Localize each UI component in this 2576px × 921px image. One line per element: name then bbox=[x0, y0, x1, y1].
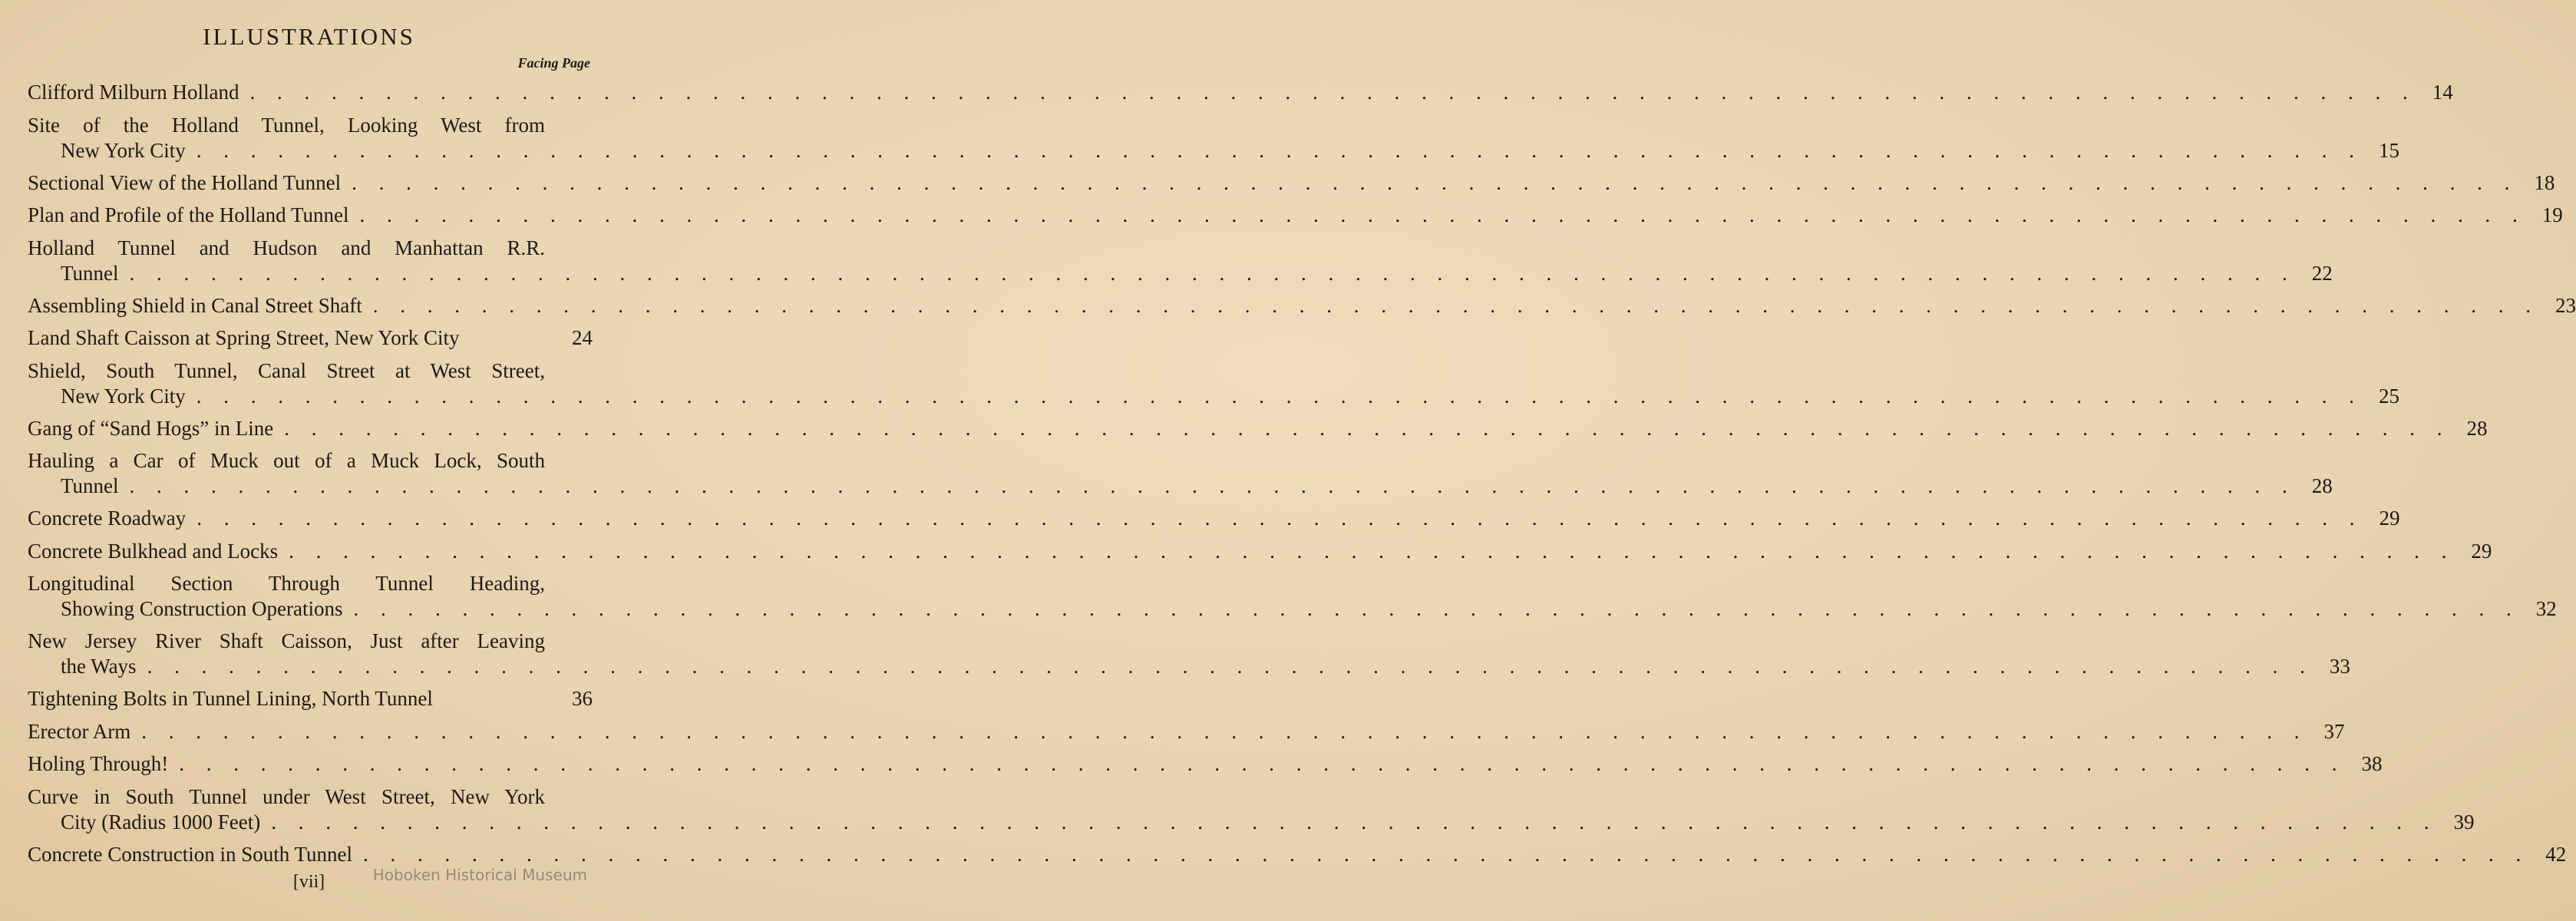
entry-line bbox=[28, 138, 2400, 163]
illustrations-list bbox=[28, 80, 2576, 874]
page-number: 29 bbox=[2379, 507, 2400, 530]
entry-title: New York City bbox=[61, 384, 186, 408]
page-number: 39 bbox=[2453, 810, 2475, 834]
entry-title: Tunnel bbox=[61, 474, 119, 497]
illustration-entry bbox=[28, 293, 2576, 319]
dot-leader: . . . . . . . . . . . . . . . . . . . . . . . . . . . . . . . . . . . . . . . . . . . . . . . . . . . . . . . . . . . . . . . . . . . . . . . . . . . . . . . . bbox=[249, 81, 2416, 104]
illustration-entry bbox=[28, 629, 2350, 679]
dot-leader: . . . . . . . . . . . . . . . . . . . . . . . . . . . . . . . . . . . . . . . . . . . . . . . . . . . . . . . . . . . . . . . . . . . . . . . . . . . . . . . . bbox=[353, 597, 2520, 620]
entry-title: Gang of “Sand Hogs” in Line bbox=[28, 416, 274, 440]
entry-title: Plan and Profile of the Holland Tunnel bbox=[28, 203, 349, 226]
dot-leader: . . . . . . . . . . . . . . . . . . . . . . . . . . . . . . . . . . . . . . . . . . . . . . . . . . . . . . . . . . . . . . . . . . . . . . . . . . . . . . . . bbox=[359, 203, 2526, 226]
illustration-entry bbox=[28, 170, 2555, 196]
entry-title: Longitudinal Section Through Tunnel Heading, bbox=[28, 572, 545, 595]
entry-line bbox=[28, 842, 2567, 867]
entry-line bbox=[28, 170, 2555, 196]
dot-leader: . . . . . . . . . . . . . . . . . . . . . . . . . . . . . . . . . . . . . . . . . . . . . . . . . . . . . . . . . . . . . . . . . . . . . . . . . . . . . . . . bbox=[289, 539, 2455, 563]
dot-leader: . . . . . . . . . . . . . . . . . . . . . . . . . . . . . . . . . . . . . . . . . . . . . . . . . . . . . . . . . . . . . . . . . . . . . . . . . . . . . . . . bbox=[196, 138, 2363, 162]
page-number: 19 bbox=[2541, 203, 2563, 226]
entry-title: Concrete Construction in South Tunnel bbox=[28, 842, 353, 866]
entry-title: Showing Construction Operations bbox=[61, 597, 343, 620]
illustration-entry bbox=[28, 842, 2567, 867]
illustration-entry bbox=[28, 416, 2488, 441]
entry-title: Site of the Holland Tunnel, Looking West from bbox=[28, 113, 545, 137]
entry-line bbox=[28, 416, 2488, 441]
entry-line bbox=[28, 203, 2563, 228]
entry-line bbox=[28, 506, 2400, 531]
illustration-entry bbox=[28, 236, 2333, 286]
entry-title: Tunnel bbox=[61, 261, 119, 285]
dot-leader: . . . . . . . . . . . . . . . . . . . . . . . . . . . . . . . . . . . . . . . . . . . . . . . . . . . . . . . . . . . . . . . . . . . . . . . . . . . . . . . . bbox=[147, 655, 2313, 678]
illustration-entry bbox=[28, 506, 2400, 531]
illustration-entry bbox=[28, 113, 2400, 163]
page-number: 23 bbox=[2555, 293, 2576, 317]
entry-title: New Jersey River Shaft Caisson, Just after Leaving bbox=[28, 629, 545, 652]
page-number: 22 bbox=[2311, 261, 2333, 285]
dot-leader: . . . . . . . . . . . . . . . . . . . . . . . . . . . . . . . . . . . . . . . . . . . . . . . . . . . . . . . . . . . . . . . . . . . . . . . . . . . . . . . . bbox=[271, 810, 2438, 834]
dot-leader: . . . . . . . . . . . . . . . . . . . . . . . . . . . . . . . . . . . . . . . . . . . . . . . . . . . . . . . . . . . . . . . . . . . . . . . . . . . . . . . . bbox=[129, 474, 2296, 497]
dot-leader: . . . . . . . . . . . . . . . . . . . . . . . . . . . . . . . . . . . . . . . . . . . . . . . . . . . . . . . . . . . . . . . . . . . . . . . . . . . . . . . . bbox=[197, 507, 2363, 530]
illustration-entry bbox=[28, 325, 593, 351]
page-number: 42 bbox=[2545, 842, 2567, 866]
page-number: 18 bbox=[2534, 170, 2555, 194]
illustration-entry bbox=[28, 784, 2475, 835]
page-number: 28 bbox=[2311, 474, 2333, 497]
entry-line bbox=[28, 539, 2492, 564]
entry-title: Concrete Roadway bbox=[28, 507, 187, 530]
page-number: 28 bbox=[2466, 416, 2488, 440]
page-number: 14 bbox=[2432, 81, 2453, 104]
page-number: 25 bbox=[2379, 384, 2400, 408]
museum-watermark: Hoboken Historical Museum bbox=[372, 866, 587, 884]
entry-line bbox=[28, 654, 2350, 679]
entry-title: Land Shaft Caisson at Spring Street, New York City bbox=[28, 326, 460, 349]
entry-title: Shield, South Tunnel, Canal Street at West Street, bbox=[28, 358, 545, 382]
page-number: 38 bbox=[2361, 752, 2383, 775]
entry-title: Erector Arm bbox=[28, 719, 131, 743]
illustration-entry bbox=[28, 448, 2333, 499]
entry-line bbox=[28, 810, 2475, 835]
page-number: 15 bbox=[2379, 138, 2400, 162]
dot-leader: . . . . . . . . . . . . . . . . . . . . . . . . . . . . . . . . . . . . . . . . . . . . . . . . . . . . . . . . . . . . . . . . . . . . . . . . . . . . . . . . bbox=[363, 842, 2530, 866]
entry-line bbox=[28, 719, 2345, 744]
entry-title: Sectional View of the Holland Tunnel bbox=[28, 170, 342, 194]
entry-title: City (Radius 1000 Feet) bbox=[61, 810, 261, 834]
entry-line bbox=[28, 293, 2576, 319]
entry-line bbox=[28, 751, 2383, 777]
entry-line bbox=[28, 261, 2333, 286]
page-number: 29 bbox=[2471, 539, 2492, 563]
page-number: 24 bbox=[572, 326, 593, 349]
entry-line bbox=[28, 686, 593, 711]
facing-page-label: Facing Page bbox=[517, 55, 590, 71]
entry-title: Holing Through! bbox=[28, 752, 169, 775]
dot-leader: . . . . . . . . . . . . . . . . . . . . . . . . . . . . . . . . . . . . . . . . . . . . . . . . . . . . . . . . . . . . . . . . . . . . . . . . . . . . . . . . bbox=[129, 261, 2296, 285]
illustration-entry bbox=[28, 751, 2383, 777]
illustration-entry bbox=[28, 539, 2492, 564]
entry-title: Curve in South Tunnel under West Street, New York bbox=[28, 784, 545, 808]
dot-leader: . . . . . . . . . . . . . . . . . . . . . . . . . . . . . . . . . . . . . . . . . . . . . . . . . . . . . . . . . . . . . . . . . . . . . . . . . . . . . . . . bbox=[352, 170, 2518, 194]
entry-line bbox=[28, 596, 2557, 622]
illustration-entry bbox=[28, 203, 2563, 228]
page-number: 33 bbox=[2329, 655, 2350, 678]
dot-leader: . . . . . . . . . . . . . . . . . . . . . . . . . . . . . . . . . . . . . . . . . . . . . . . . . . . . . . . . . . . . . . . . . . . . . . . . . . . . . . . . bbox=[141, 719, 2308, 743]
entry-title: Hauling a Car of Muck out of a Muck Lock, South bbox=[28, 449, 545, 472]
dot-leader: . . . . . . . . . . . . . . . . . . . . . . . . . . . . . . . . . . . . . . . . . . . . . . . . . . . . . . . . . . . . . . . . . . . . . . . . . . . . . . . . bbox=[284, 416, 2451, 440]
entry-title: Holland Tunnel and Hudson and Manhattan R.R. bbox=[28, 236, 545, 259]
page-heading: ILLUSTRATIONS bbox=[203, 23, 415, 50]
dot-leader: . . . . . . . . . . . . . . . . . . . . . . . . . . . . . . . . . . . . . . . . . . . . . . . . . . . . . . . . . . . . . . . . . . . . . . . . . . . . . . . . bbox=[179, 752, 2346, 775]
entry-title: Assembling Shield in Canal Street Shaft bbox=[28, 293, 362, 317]
illustration-entry bbox=[28, 358, 2400, 409]
entry-title: Tightening Bolts in Tunnel Lining, North Tunnel bbox=[28, 687, 433, 710]
entry-title: Clifford Milburn Holland bbox=[28, 81, 239, 104]
entry-title: the Ways bbox=[61, 655, 137, 678]
page-number: 36 bbox=[572, 687, 593, 710]
entry-line bbox=[28, 80, 2453, 105]
page-number: 37 bbox=[2323, 719, 2345, 743]
entry-line bbox=[28, 384, 2400, 409]
dot-leader: . . . . . . . . . . . . . . . . . . . . . . . . . . . . . . . . . . . . . . . . . . . . . . . . . . . . . . . . . . . . . . . . . . . . . . . . . . . . . . . . bbox=[196, 384, 2363, 408]
entry-line bbox=[28, 325, 593, 351]
illustration-entry bbox=[28, 686, 593, 711]
illustration-entry bbox=[28, 571, 2557, 622]
page-folio: [vii] bbox=[292, 872, 325, 892]
illustration-entry bbox=[28, 719, 2345, 744]
entry-title: New York City bbox=[61, 138, 186, 162]
entry-line bbox=[28, 474, 2333, 499]
entry-title: Concrete Bulkhead and Locks bbox=[28, 539, 279, 563]
illustration-entry bbox=[28, 80, 2453, 105]
dot-leader: . . . . . . . . . . . . . . . . . . . . . . . . . . . . . . . . . . . . . . . . . . . . . . . . . . . . . . . . . . . . . . . . . . . . . . . . . . . . . . . . bbox=[372, 293, 2539, 317]
page-number: 32 bbox=[2535, 597, 2557, 620]
